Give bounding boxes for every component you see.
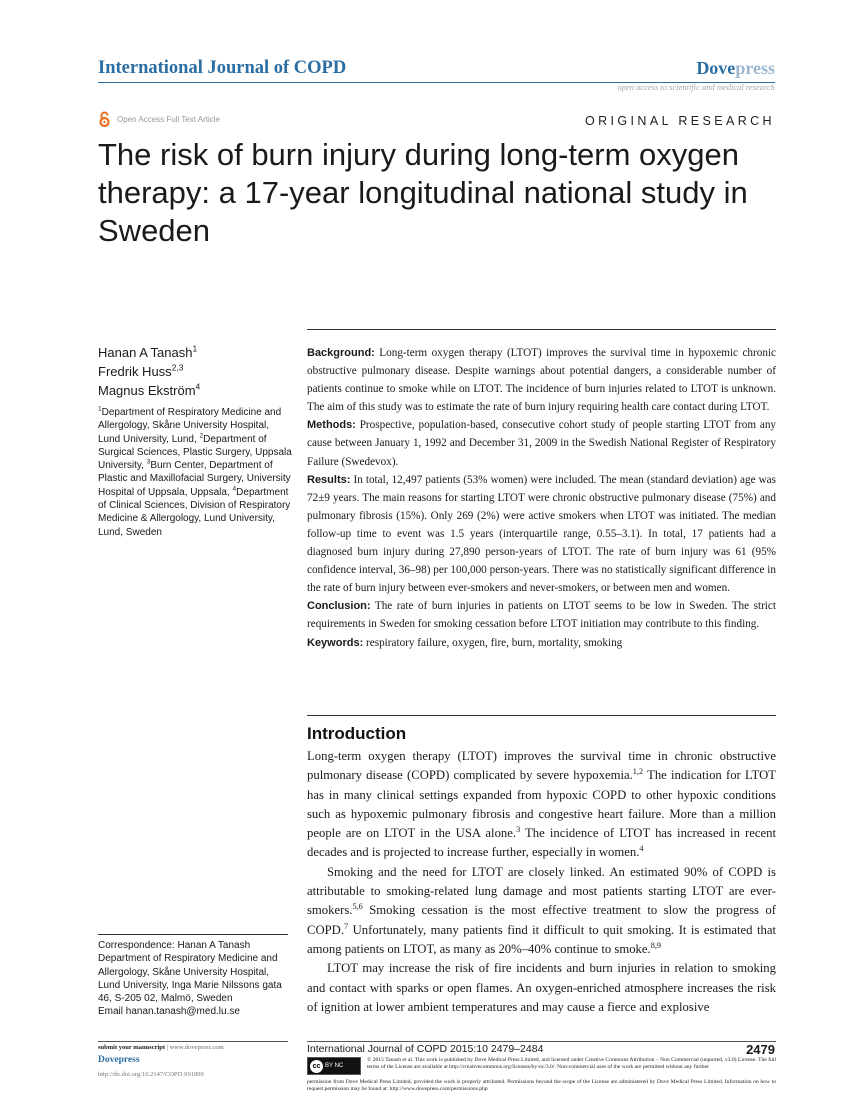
abstract [307,344,776,652]
abstract-top-rule [307,329,776,330]
journal-title: International Journal of COPD [98,58,347,78]
footer-brand: Dovepress [98,1055,140,1065]
cc-badge-text: BY NC [325,1063,344,1069]
footer-rule-right [307,1041,776,1042]
license-text-continued: permission from Dove Medical Press Limited, provided the work is properly attributed. Permissions beyond the scope of the License are administered by Dove Medical Press Limited. Information on how to request permission may be found at: http://www.dovepress.com/permissions.php [307,1079,776,1093]
abstract-methods: Methods: Prospective, population-based, consecutive cohort study of people starting LTOT from any cause between January 1, 1992 and December 31, 2009 in the Swedish National Register of Respiratory Failure (Swedevox). [307,419,777,468]
author-1: Hanan A Tanash$^1$ [98,343,198,360]
publisher-logo [696,58,775,79]
doi-link[interactable]: http://dx.doi.org/10.2147/COPD.S91899 [98,1071,204,1078]
abstract-bottom-rule [307,715,776,716]
section-heading-introduction: Introduction [307,724,407,743]
open-access-label [98,111,220,127]
abstract-keywords: Keywords: respiratory failure, oxygen, fire, burn, mortality, smoking [307,636,623,649]
page-number: 2479 [746,1042,775,1057]
publisher-tagline: open access to scientific and medical research [617,82,775,92]
author-list [98,343,200,400]
submit-manuscript-link[interactable]: submit your manuscript | www.dovepress.com [98,1044,224,1051]
brand-light: press [735,58,775,78]
abstract-conclusion: Conclusion: The rate of burn injuries in patients on LTOT seems to be low in Sweden. The strict requirements in Sweden for smoking cessation before LTOT initiation may contribute to this finding. [307,600,776,631]
brand-main: Dove [696,58,736,78]
correspondence: Correspondence: Hanan A Tanash Department of Respiratory Medicine and Allergology, Skåne University Hospital, Lund University, Inga Marie Nilssons gata 46, S-205 02, Malmö, Sweden Email hanan.tanash@med.lu.se [98,940,282,1018]
correspondence-email[interactable]: hanan.tanash@med.lu.se [125,1006,240,1018]
abstract-results: Results: In total, 12,497 patients (53% women) were included. The mean (standard deviation) age was 72±9 years. The main reasons for starting LTOT were chronic obstructive pulmonary disease (75%) and pulmonary fibrosis (15%). Only 269 (2%) were active smokers when LTOT was initiated. The median follow-up time to event was 1.5 years (interquartile range, 0.55–3.1). In total, 17 patients had a diagnosed burn injury during 27,890 person-years of LTOT. The rate of burn injury was 61 (95% confidence interval, 36–98) per 100,000 person-years. There was no statistically significant difference in the rate of burn injury between ever-smokers and never-smokers, or between men and women. [307,473,776,595]
article-title: The risk of burn injury during long-term oxygen therapy: a 17-year longitudinal national study in Sweden [98,137,748,248]
cc-by-nc-icon [307,1057,361,1075]
affiliations: $^1$Department of Respiratory Medicine and Allergology, Skåne University Hospital, Lund University, Lund, $^2$Department of Surgical Sciences, Plastic Surgery, Uppsala University, $^3$Burn Center, Department of Plastic and Maxillofacial Surgery, University Hospital of Uppsala, Uppsala, $^4$Department of Clinical Sciences, Division of Respiratory Medicine & Allergology, Lund University, Lund, Sweden [98,405,292,538]
article-type: ORIGINAL RESEARCH [584,114,775,128]
author-2: Fredrik Huss$^{2,3}$ [98,362,184,379]
open-access-text: Open Access Full Text Article [117,114,221,124]
open-access-lock-icon [98,111,111,127]
cc-circle: cc [310,1060,323,1073]
footer-rule-left [98,1041,288,1042]
footer-citation: International Journal of COPD 2015:10 2479–2484 [307,1043,544,1055]
introduction-body [307,747,776,1017]
abstract-background: Background: Long-term oxygen therapy (LTOT) improves the survival time in hypoxemic chronic obstructive pulmonary disease. Despite warnings about potential dangers, a considerable number of patients continue to smoke while on LTOT. The incidence of burn injuries related to LTOT is unknown. The aim of this study was to estimate the rate of burn injury requiring health care contact during LTOT. [307,347,777,414]
license-text: © 2015 Tanash et al. This work is published by Dove Medical Press Limited, and licensed under Creative Commons Attribution – Non Commercial (unported, v3.0) License. The full terms of the License are available at http://creativecommons.org/licenses/by-nc/3.0/. Non-commercial uses of the work are permitted without any further [367,1057,776,1071]
author-3: Magnus Ekström$^4$ [98,381,201,398]
correspondence-rule [98,934,288,935]
paragraph: Smoking and the need for LTOT are closely linked. An estimated 90% of COPD is attributable to smoking-related lung damage and most patients starting LTOT are ever-smokers.$^{5,6}$ Smoking cessation is the most effective treatment to slow the progress of COPD.$^7$ Unfortunately, many patients find it difficult to quit smoking. It is estimated that among patients on LTOT, as many as 20%–40% continue to smoke.$^{8,9}$ [307,864,776,956]
paragraph: LTOT may increase the risk of fire incidents and burn injuries in relation to smoking and contact with sparks or open flames. An oxygen-enriched atmosphere increases the risk of ignition at lower ambient temperatures and may cause a fierce and explosive [307,961,776,1014]
paragraph: Long-term oxygen therapy (LTOT) improves the survival time in chronic obstructive pulmonary disease (COPD) complicated by severe hypoxemia.$^{1,2}$ The indication for LTOT has in many clinical settings expanded from hypoxic COPD to other hypoxic conditions such as hypoxemic pulmonary fibrosis and congestive heart failure. More than a million people are on LTOT in the USA alone.$^3$ The incidence of LTOT has increased in recent decades and is projected to increase further, especially in women.$^4$ [307,749,776,860]
